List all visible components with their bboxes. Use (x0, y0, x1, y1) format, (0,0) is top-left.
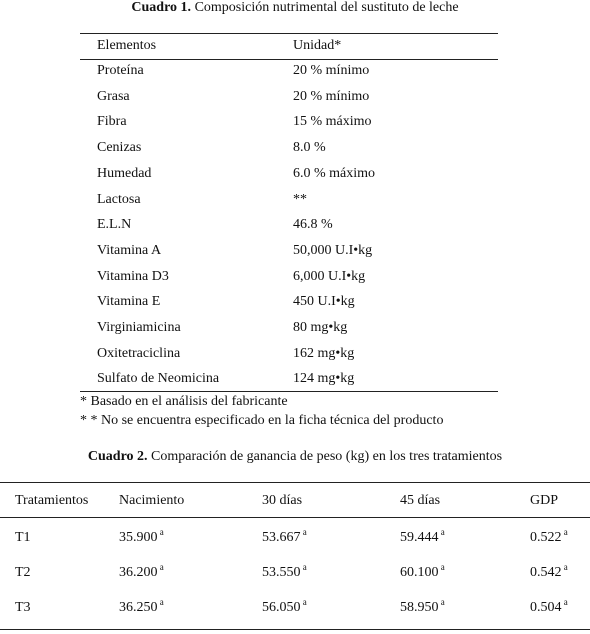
table2-cell-30-dias (262, 562, 307, 581)
table1-row (0, 269, 590, 289)
table2-cell-superscript: a (561, 527, 568, 537)
table2-cell-45-dias (400, 597, 445, 616)
table2-row (0, 562, 590, 585)
table1-row (0, 192, 590, 212)
table2-cell-gdp (530, 527, 568, 546)
table1-row (0, 371, 590, 391)
table2-header-nacimiento: Nacimiento (119, 493, 185, 508)
table1-cell-unidad: 6,000 U.I•kg (293, 268, 366, 284)
table2-cell-superscript: a (438, 597, 445, 607)
table2-cell-30-dias (262, 527, 307, 546)
table2-header-tratamientos: Tratamientos (15, 493, 89, 508)
table2-cell-value: 36.250 (119, 600, 158, 615)
table1-cell-elemento: Vitamina E (97, 294, 161, 310)
table1-header-rule (80, 59, 498, 60)
table2-cell-tratamiento (15, 530, 31, 546)
table2-cell-value: 35.900 (119, 530, 158, 545)
table1-cell-unidad: 6.0 % máximo (293, 165, 376, 181)
table2-cell-45-dias (400, 562, 445, 581)
table2-row (0, 527, 590, 550)
table2-cell-nacimiento (119, 562, 164, 581)
table2-cell-superscript: a (438, 562, 445, 572)
table1-cell-elemento: Lactosa (97, 191, 141, 207)
table1-header-unidad: Unidad* (293, 38, 342, 53)
table2-header-30-dias: 30 días (262, 493, 303, 508)
table1-header-row (0, 38, 590, 58)
table2-bottom-rule (0, 629, 590, 630)
table1-cell-elemento: Sulfato de Neomicina (97, 371, 220, 387)
table2-cell-value: 36.200 (119, 565, 158, 580)
table1-row (0, 89, 590, 109)
table1-caption-text: Composición nutrimental del sustituto de leche (194, 0, 459, 15)
table1-cell-unidad: 20 % mínimo (293, 63, 370, 78)
table2-cell-value: 0.522 (530, 530, 562, 545)
table1-cell-unidad: 8.0 % (293, 140, 326, 156)
table1-row (0, 114, 590, 134)
table1-top-rule (80, 33, 498, 34)
table1-bottom-rule (80, 391, 498, 392)
table2-cell-value: T1 (15, 530, 31, 545)
table1-caption (0, 0, 590, 16)
table1-row (0, 63, 590, 83)
table1-cell-unidad: 15 % máximo (293, 114, 372, 130)
table2-header-gdp: GDP (530, 493, 559, 508)
table2-cell-nacimiento (119, 597, 164, 616)
table1-cell-elemento: Vitamina D3 (97, 268, 169, 284)
table1-cell-unidad: 20 % mínimo (293, 88, 370, 104)
table1-cell-unidad: 450 U.I•kg (293, 294, 355, 310)
table2-cell-value: 0.542 (530, 565, 562, 580)
table2-top-rule (0, 482, 590, 483)
table1-row (0, 140, 590, 160)
table1-cell-unidad: 162 mg•kg (293, 345, 355, 361)
table1-row (0, 346, 590, 366)
table2-cell-superscript: a (300, 562, 307, 572)
table2-cell-value: 56.050 (262, 600, 301, 615)
table2-cell-value: 0.504 (530, 600, 562, 615)
table1-header-elementos: Elementos (97, 38, 157, 53)
table1-row (0, 166, 590, 186)
table2-header-row (0, 493, 590, 513)
table2-caption-label: Cuadro 2. (87, 449, 148, 464)
table1-cell-elemento: Vitamina A (97, 242, 162, 258)
table1-cell-unidad: 124 mg•kg (293, 371, 355, 387)
table1-row (0, 217, 590, 237)
table2-cell-30-dias (262, 597, 307, 616)
table2-cell-gdp (530, 562, 568, 581)
table2-cell-nacimiento (119, 527, 164, 546)
table2-caption-text: Comparación de ganancia de peso (kg) en los tres tratamientos (151, 449, 503, 464)
table1-cell-elemento: Fibra (97, 114, 127, 130)
table2-cell-superscript: a (300, 597, 307, 607)
table1-note-2: * * No se encuentra especificado en la ficha técnica del producto (80, 413, 444, 428)
table2-cell-value: 53.667 (262, 530, 301, 545)
table1-caption-label: Cuadro 1. (131, 0, 192, 15)
table2-cell-value: 53.550 (262, 565, 301, 580)
table2-row (0, 597, 590, 620)
table1-cell-elemento: Oxitetraciclina (97, 345, 181, 361)
table2-header-rule (0, 517, 590, 518)
table2-caption (0, 449, 590, 465)
table2-cell-value: T3 (15, 600, 31, 615)
table1-row (0, 294, 590, 314)
table2-cell-superscript: a (157, 562, 164, 572)
table2-cell-value: 60.100 (400, 565, 439, 580)
table2-cell-tratamiento (15, 565, 31, 581)
table1-cell-elemento: Grasa (97, 88, 130, 104)
table2-cell-value: 59.444 (400, 530, 439, 545)
table1-row (0, 320, 590, 340)
table1-cell-elemento: Virginiamicina (97, 320, 181, 335)
table2-cell-gdp (530, 597, 568, 616)
table1-cell-unidad: 46.8 % (293, 217, 333, 233)
table2-cell-value: T2 (15, 565, 31, 580)
table1-row (0, 243, 590, 263)
table1-cell-unidad: 50,000 U.I•kg (293, 242, 373, 258)
table2-cell-superscript: a (157, 527, 164, 537)
table1-note-1: * Basado en el análisis del fabricante (80, 394, 288, 409)
table2-cell-45-dias (400, 527, 445, 546)
table2-cell-superscript: a (438, 527, 445, 537)
table1-cell-unidad: 80 mg•kg (293, 320, 348, 335)
table2-header-45-dias: 45 días (400, 493, 441, 508)
table1-cell-elemento: Proteína (97, 63, 144, 78)
table2-cell-superscript: a (561, 562, 568, 572)
table1-cell-elemento: Cenizas (97, 140, 142, 156)
table1-cell-elemento: E.L.N (97, 217, 132, 233)
table1-cell-unidad: ** (293, 191, 307, 207)
table2-cell-value: 58.950 (400, 600, 439, 615)
table2-cell-superscript: a (300, 527, 307, 537)
table1-cell-elemento: Humedad (97, 165, 152, 181)
table2-cell-superscript: a (157, 597, 164, 607)
table2-cell-superscript: a (561, 597, 568, 607)
table2-cell-tratamiento (15, 600, 31, 616)
